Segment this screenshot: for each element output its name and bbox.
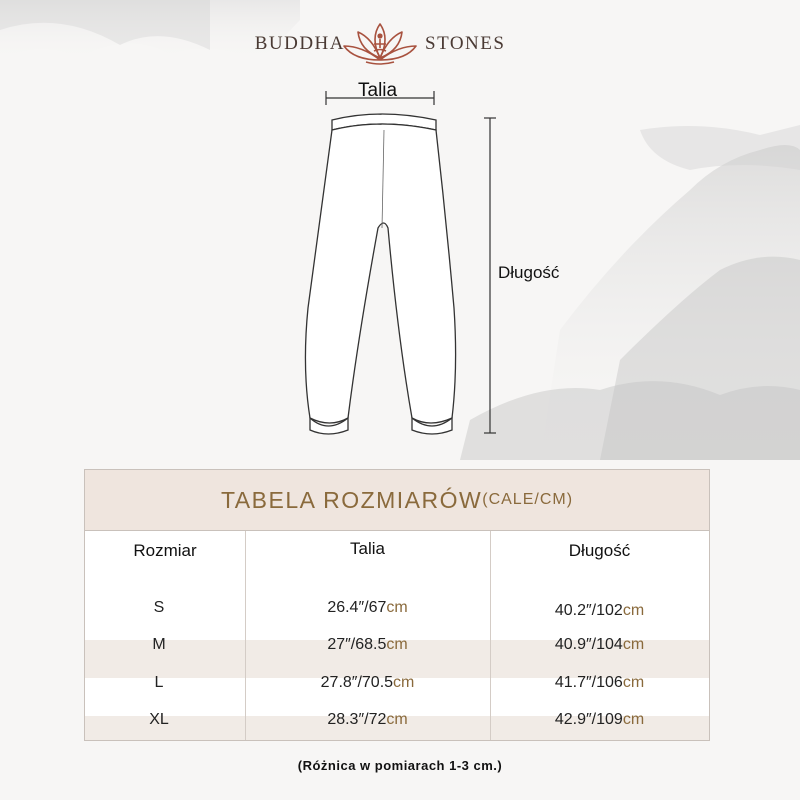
size-cell: L — [154, 674, 164, 691]
length-label: Długość — [498, 263, 560, 282]
table-body — [85, 531, 709, 740]
header-size: Rozmiar — [133, 541, 197, 560]
waist-cell: 26.4″/67cm — [327, 599, 408, 616]
header-length: Długość — [568, 541, 631, 560]
brand-header — [0, 18, 800, 68]
pants-diagram — [280, 78, 520, 448]
size-chart-table — [84, 469, 710, 741]
header-waist: Talia — [350, 539, 385, 558]
measurement-footnote: (Różnica w pomiarach 1-3 cm.) — [297, 758, 503, 773]
waist-cell: 27.8″/70.5cm — [320, 674, 415, 691]
waist-cell: 28.3″/72cm — [327, 711, 408, 728]
brand-name-left: BUDDHA — [254, 33, 345, 54]
length-cell: 40.2″/102cm — [554, 602, 645, 619]
length-cell: 41.7″/106cm — [554, 674, 645, 691]
length-cell: 40.9″/104cm — [554, 636, 645, 653]
table-title — [85, 470, 709, 531]
table-title-units: (CALE/CM) — [482, 491, 574, 508]
size-cell: S — [153, 599, 165, 616]
lotus-meditation-icon — [340, 18, 420, 68]
size-cell: M — [152, 636, 166, 653]
waist-cell: 27″/68.5cm — [327, 636, 408, 653]
size-cell: XL — [149, 711, 169, 728]
length-cell: 42.9″/109cm — [554, 711, 645, 728]
waist-label: Talia — [358, 80, 398, 101]
table-title-text: TABELA ROZMIARÓW — [220, 486, 483, 513]
length-measure-line — [484, 118, 496, 433]
brand-name-right: STONES — [425, 33, 506, 54]
